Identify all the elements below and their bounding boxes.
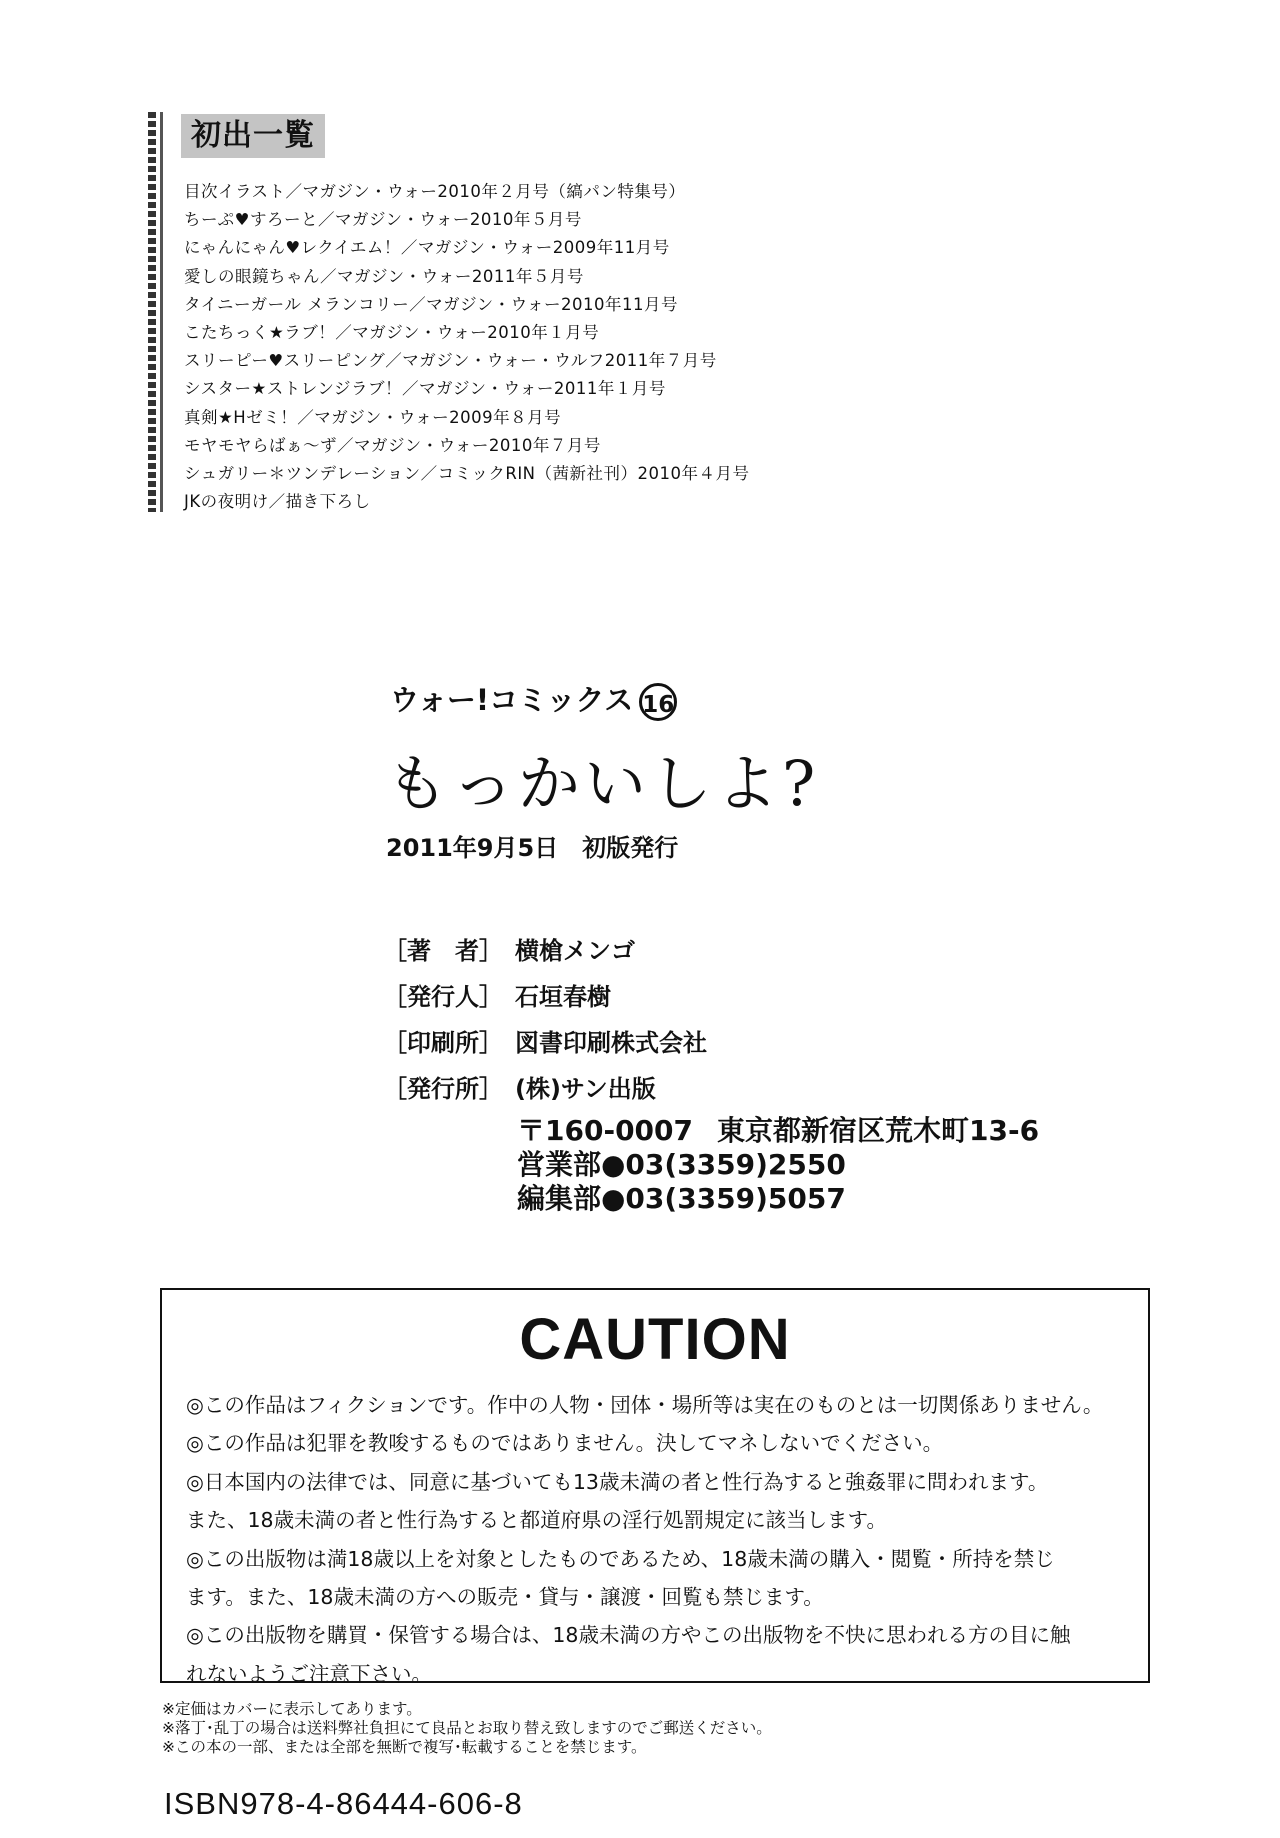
first-appearance-heading: 初出一覧: [181, 114, 325, 158]
isbn: ISBN978-4-86444-606-8: [164, 1786, 523, 1821]
note-line: ※この本の一部、または全部を無断で複写･転載することを禁じます。: [162, 1738, 647, 1756]
caution-line: ◎日本国内の法律では、同意に基づいても13歳未満の者と性行為すると強姦罪に問われます。: [186, 1469, 1049, 1494]
credit-value: 図書印刷株式会社: [515, 1029, 707, 1057]
postal-code: 〒160-0007: [517, 1114, 693, 1147]
street-address: 東京都新宿区荒木町13-6: [717, 1114, 1040, 1147]
caution-line: れないようご注意下さい。: [186, 1661, 432, 1686]
credit-value: 石垣春樹: [515, 983, 611, 1011]
first-appearance-section: [148, 112, 848, 522]
decorative-bar: [148, 112, 156, 512]
notes: [162, 1700, 772, 1757]
caution-line: ます。また、18歳未満の方への販売・貸与・譲渡・回覧も禁じます。: [186, 1584, 824, 1609]
address-line: [517, 1114, 1039, 1148]
caution-text: [186, 1386, 1103, 1693]
list-item: 愛しの眼鏡ちゃん／マガジン・ウォー2011年５月号: [184, 266, 584, 286]
list-item: 目次イラスト／マガジン・ウォー2010年２月号（縞パン特集号）: [184, 182, 686, 201]
series-label: ウォー!コミックス: [390, 683, 634, 717]
list-item: ちーぷ♥すろーと／マガジン・ウォー2010年５月号: [184, 210, 582, 230]
caution-title: CAUTION: [519, 1307, 791, 1372]
credit-key: ［著 者］: [383, 937, 503, 965]
sales-phone: 営業部●03(3359)2550: [517, 1148, 846, 1181]
credit-key: ［印刷所］: [383, 1029, 503, 1057]
list-item: 真剣★Hゼミ！／マガジン・ウォー2009年８月号: [184, 407, 562, 427]
credit-value: (株)サン出版: [515, 1075, 656, 1103]
list-item: にゃんにゃん♥レクイエム！／マガジン・ウォー2009年11月号: [184, 238, 670, 258]
list-item: JKの夜明け／描き下ろし: [184, 492, 371, 512]
caution-box: [160, 1288, 1150, 1686]
list-item: モヤモヤらばぁ～ず／マガジン・ウォー2010年７月号: [184, 435, 601, 455]
credit-value: 横槍メンゴ: [515, 937, 635, 965]
list-item: シスター★ストレンジラブ！／マガジン・ウォー2011年１月号: [184, 379, 666, 399]
note-line: ※落丁･乱丁の場合は送料弊社負担にて良品とお取り替え致しますのでご郵送ください。: [162, 1719, 772, 1737]
editorial-phone: 編集部●03(3359)5057: [517, 1182, 846, 1215]
list-item: こたちっく★ラブ！／マガジン・ウォー2010年１月号: [184, 322, 600, 342]
first-appearance-list: [184, 178, 750, 516]
caution-line: ◎この出版物は満18歳以上を対象としたものであるため、18歳未満の購入・閲覧・所持を禁じ: [186, 1546, 1055, 1571]
publisher-address: [517, 1114, 1039, 1216]
credits-table: [383, 928, 707, 1112]
caution-line: ◎この出版物を購買・保管する場合は、18歳未満の方やこの出版物を不快に思われる方の目に触: [186, 1623, 1071, 1648]
publication-date: 2011年9月5日 初版発行: [386, 834, 679, 862]
decorative-rule: [160, 112, 163, 512]
caution-line: ◎この作品は犯罪を教唆するものではありません。決してマネしないでください。: [186, 1431, 944, 1456]
credit-row-publisher-person: [383, 974, 707, 1020]
credit-row-publisher: [383, 1066, 707, 1112]
book-title: もっかいしよ?: [386, 747, 820, 820]
series-name: [390, 678, 677, 721]
note-line: ※定価はカバーに表示してあります。: [162, 1700, 422, 1718]
credit-row-author: [383, 928, 707, 974]
volume-number: 16: [639, 683, 677, 721]
caution-line: また、18歳未満の者と性行為すると都道府県の淫行処罰規定に該当します。: [186, 1508, 887, 1533]
list-item: シュガリー＊ツンデレーション／コミックRIN（茜新社刊）2010年４月号: [184, 463, 750, 483]
list-item: タイニーガール メランコリー／マガジン・ウォー2010年11月号: [184, 294, 679, 314]
credit-key: ［発行人］: [383, 983, 503, 1011]
credit-key: ［発行所］: [383, 1075, 503, 1103]
caution-line: ◎この作品はフィクションです。作中の人物・団体・場所等は実在のものとは一切関係ありません。: [186, 1393, 1104, 1417]
credit-row-printer: [383, 1020, 707, 1066]
list-item: スリーピー♥スリーピング／マガジン・ウォー・ウルフ2011年７月号: [184, 351, 717, 371]
